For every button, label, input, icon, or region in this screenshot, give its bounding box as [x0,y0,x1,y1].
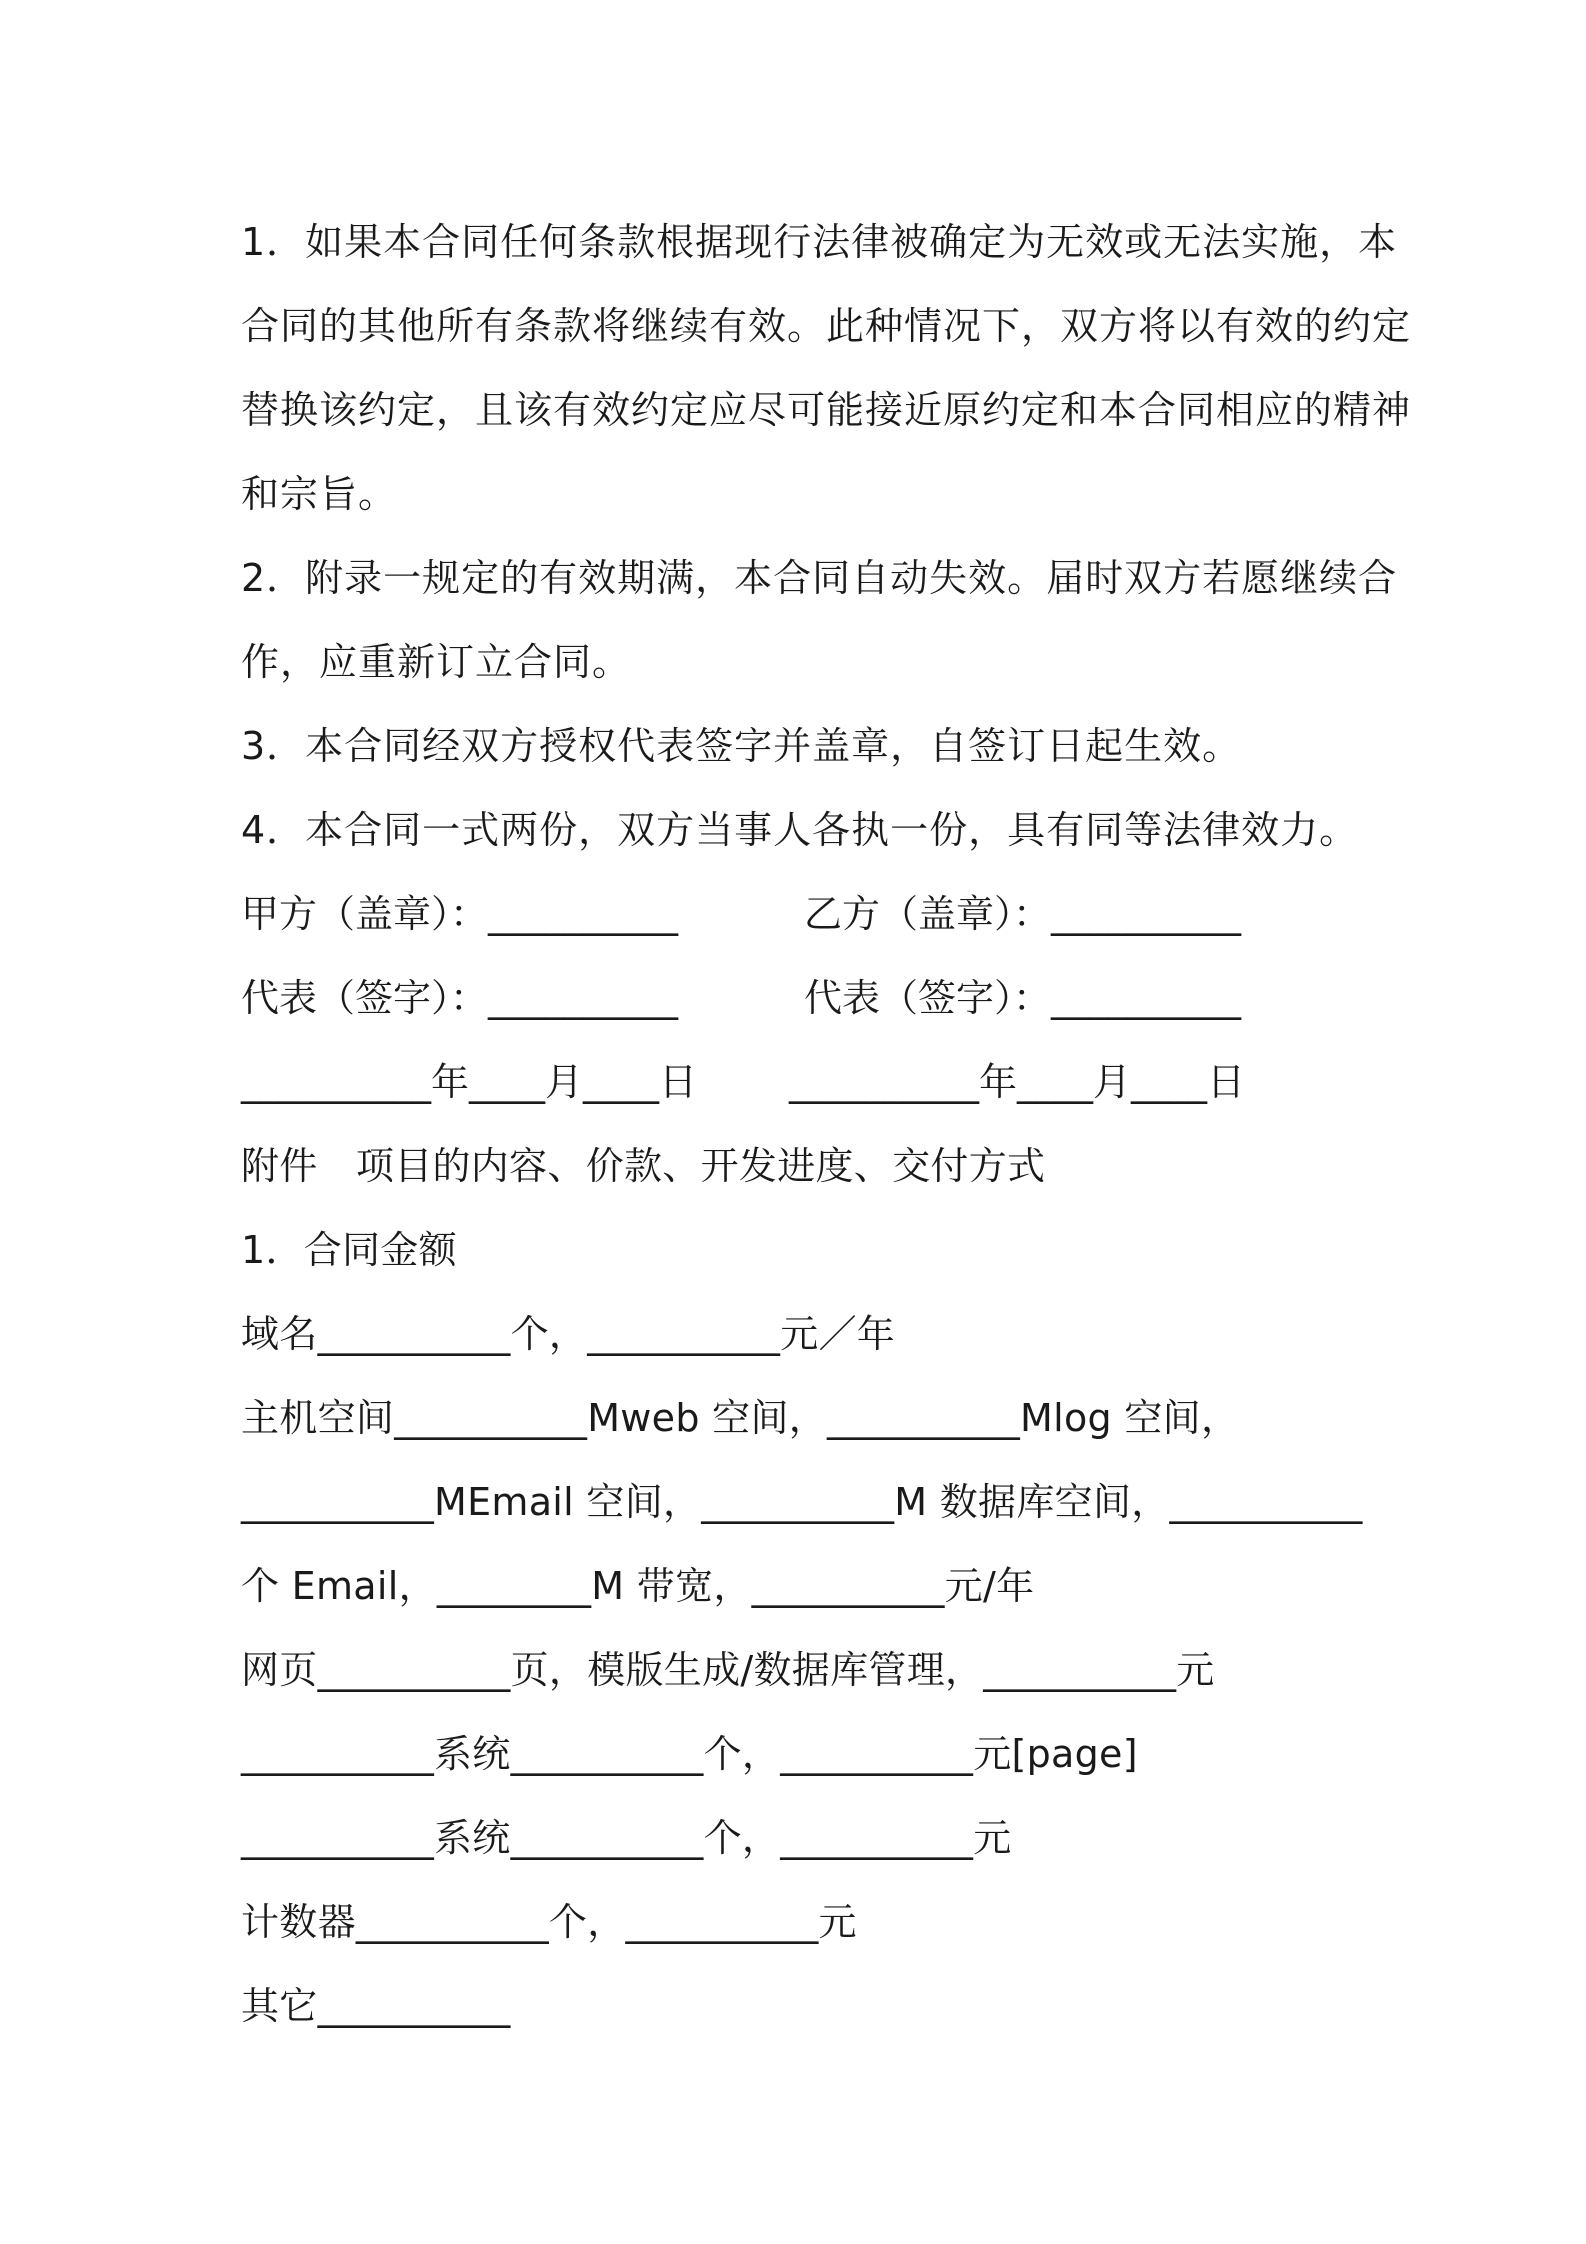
document-page [241,200,1412,2048]
clause-1-line-2: 合同的其他所有条款将继续有效。此种情况下，双方将以有效的约定 [241,304,1412,348]
appendix-line-system-2: __________系统__________个，__________元 [241,1816,1012,1860]
clause-2-line-1: 2．附录一规定的有效期满，本合同自动失效。届时双方若愿继续合 [241,556,1398,600]
party-a-rep-field: 代表（签字）：__________ [241,976,679,1020]
appendix-title: 附件 项目的内容、价款、开发进度、交付方式 [241,1144,1046,1188]
appendix-line-system-1: __________系统__________个，__________元[page] [241,1732,1138,1776]
party-a-date-field: __________年____月____日 [241,1060,698,1104]
clause-1-line-4: 和宗旨。 [241,472,398,516]
appendix-line-bandwidth: 个 Email，________M 带宽，__________元/年 [241,1564,1035,1608]
clause-2 [241,536,1398,704]
appendix-amount-list [241,1292,1366,2048]
appendix-line-webpages: 网页__________页，模版生成/数据库管理，__________元 [241,1648,1215,1692]
appendix-line-email-db: __________MEmail 空间，__________M 数据库空间，__________ [241,1480,1363,1524]
appendix-line-hosting: 主机空间__________Mweb 空间，__________Mlog 空间， [241,1396,1240,1440]
signature-seal-row [241,872,1366,956]
clause-1 [241,200,1412,536]
clause-3-line-1: 3．本合同经双方授权代表签字并盖章，自签订日起生效。 [241,724,1242,768]
clause-4 [241,788,1366,872]
clause-1-line-3: 替换该约定，且该有效约定应尽可能接近原约定和本合同相应的精神 [241,388,1412,432]
party-a-seal-field: 甲方（盖章）：__________ [241,892,679,936]
appendix-line-counter: 计数器__________个，__________元 [241,1900,857,1944]
appendix-line-domain: 域名__________个，__________元／年 [241,1312,896,1356]
signature-rep-row [241,956,1366,1040]
signature-date-row [241,1040,1366,1124]
appendix-line-other: 其它__________ [241,1984,511,2028]
party-b-date-field: __________年____月____日 [789,1060,1246,1104]
party-b-seal-field: 乙方（盖章）：__________ [804,892,1242,936]
clause-2-line-2: 作，应重新订立合同。 [241,640,632,684]
clause-3 [241,704,1366,788]
clause-4-line-1: 4．本合同一式两份，双方当事人各执一份，具有同等法律效力。 [241,808,1359,852]
clause-1-line-1: 1．如果本合同任何条款根据现行法律被确定为无效或无法实施，本 [241,220,1398,264]
party-b-rep-field: 代表（签字）：__________ [804,976,1242,1020]
appendix-section-title: 1．合同金额 [241,1228,457,1272]
